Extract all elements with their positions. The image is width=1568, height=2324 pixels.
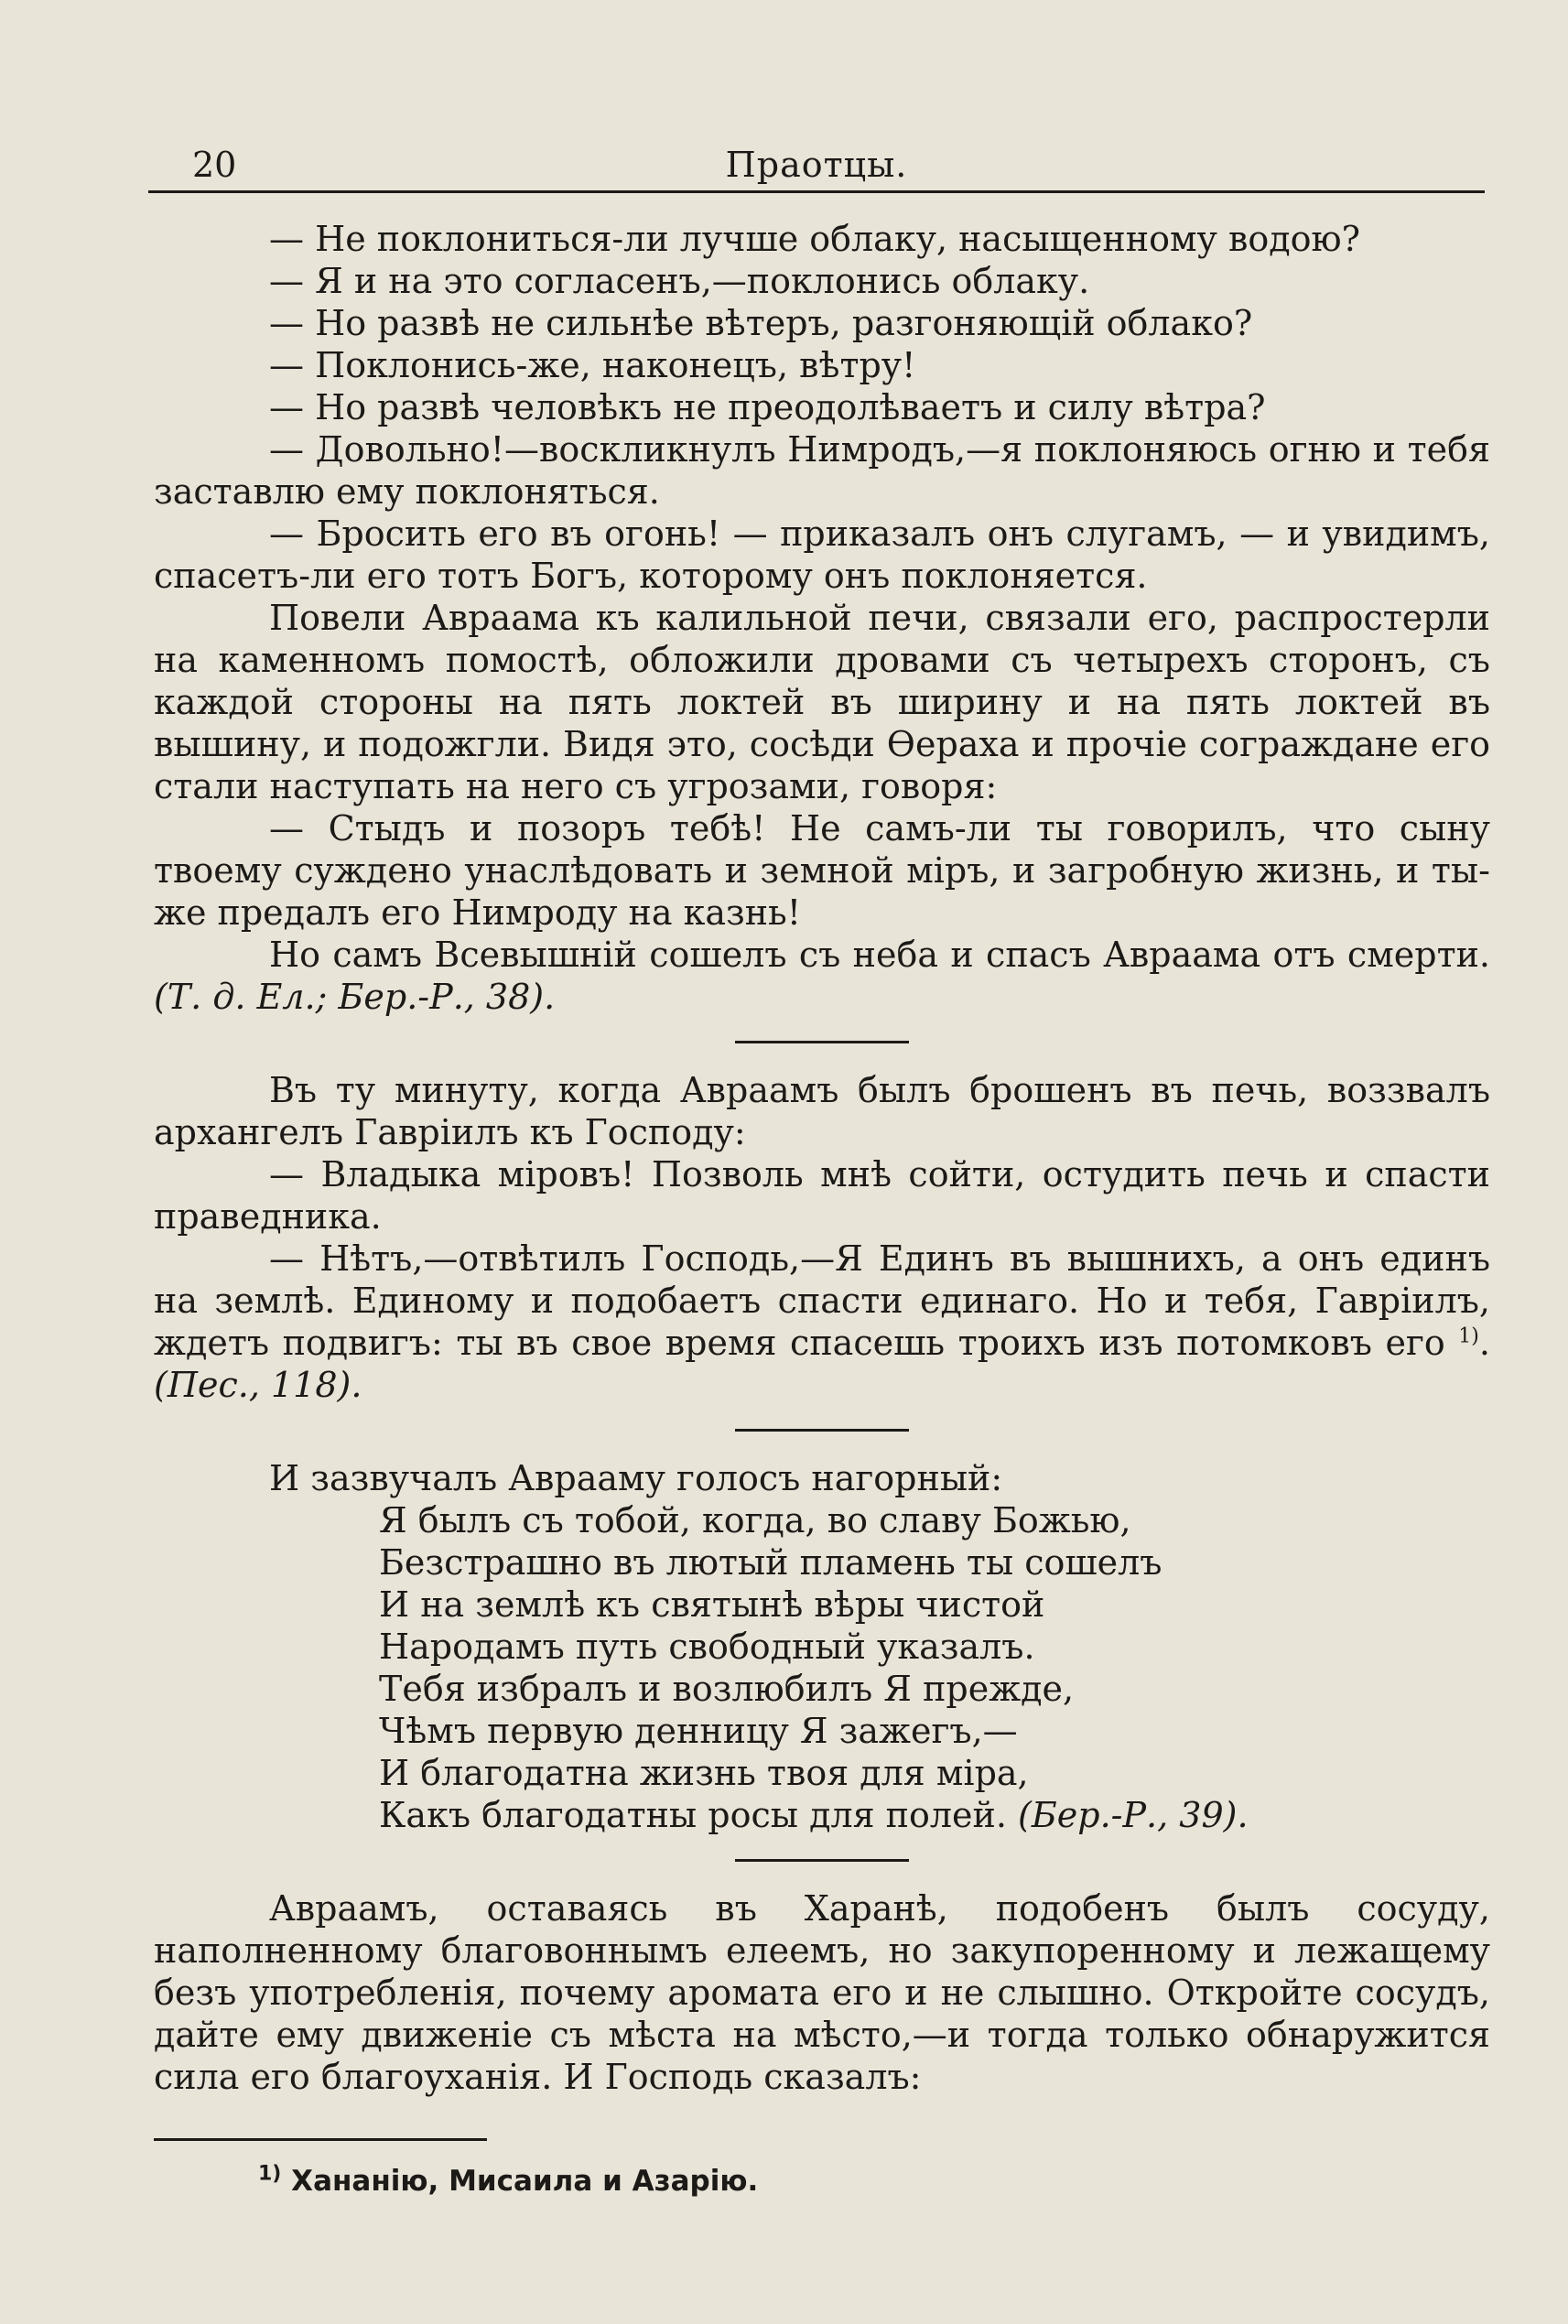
verse-line: Чѣмъ первую денницу Я зажегъ,— bbox=[379, 1711, 1018, 1751]
dialogue-line: — Но развѣ человѣкъ не преодолѣваетъ и силу вѣтра? bbox=[269, 387, 1266, 427]
dialogue-line: — Довольно!—воскликнулъ Нимродъ,—я поклоняюсь огню и тебя заставлю ему поклоняться. bbox=[154, 429, 1490, 512]
footnote-text: Хананію, Мисаила и Азарію. bbox=[291, 2165, 759, 2198]
dialogue-line: — Я и на это согласенъ,—поклонись облаку. bbox=[269, 261, 1090, 301]
dialogue-line: — Но развѣ не сильнѣе вѣтеръ, разгоняющій облако? bbox=[269, 303, 1253, 343]
footnote-marker: 1) bbox=[1458, 1324, 1479, 1348]
page-header bbox=[148, 137, 1485, 192]
narrative-paragraph bbox=[154, 934, 1490, 1018]
verse-line bbox=[379, 1794, 1490, 1836]
page-number: 20 bbox=[192, 145, 237, 185]
verse-line: Тебя избралъ и возлюбилъ Я прежде, bbox=[379, 1669, 1075, 1709]
paragraph-text: Но самъ Всевышній сошелъ съ неба и спасъ Авраама отъ смерти. bbox=[269, 935, 1490, 975]
source-citation: (Т. д. Ел.; Бер.-Р., 38). bbox=[154, 977, 556, 1017]
header-rule bbox=[148, 190, 1485, 193]
footnote-rule bbox=[154, 2138, 487, 2141]
paragraph-text: — Нѣтъ,—отвѣтилъ Господь,—Я Единъ въ вышнихъ, а онъ единъ на землѣ. Единому и подобаетъ спасти единаго. Но и тебя, Гавріилъ, ждетъ подвигъ: ты въ свое время спасешь троихъ изъ потомковъ его bbox=[154, 1238, 1490, 1363]
source-citation: (Пес., 118). bbox=[154, 1365, 362, 1405]
section-separator bbox=[735, 1041, 909, 1043]
dialogue-line: — Бросить его въ огонь! — приказалъ онъ слугамъ, — и увидимъ, спасетъ-ли его тотъ Богъ, которому онъ поклоняется. bbox=[154, 513, 1490, 596]
verse-line: И на землѣ къ святынѣ вѣры чистой bbox=[379, 1584, 1045, 1625]
narrative-paragraph: Въ ту минуту, когда Авраамъ былъ брошенъ въ печь, воззвалъ архангелъ Гавріилъ къ Господу: bbox=[154, 1070, 1490, 1152]
verse-intro: И зазвучалъ Аврааму голосъ нагорный: bbox=[269, 1458, 1003, 1498]
narrative-paragraph: Авраамъ, оставаясь въ Харанѣ, подобенъ былъ сосуду, наполненному благовоннымъ елеемъ, но закупоренному и лежащему безъ употребленія, почему аромата его и не слышно. Откройте сосудъ, дайте ему движеніе съ мѣста на мѣсто,—и тогда только обнаружится сила его благоуханія. И Господь сказалъ: bbox=[154, 1888, 1490, 2097]
running-title: Праотцы. bbox=[725, 145, 908, 185]
dialogue-line: — Владыка міровъ! Позволь мнѣ сойти, остудить печь и спасти праведника. bbox=[154, 1154, 1490, 1237]
section-separator bbox=[735, 1859, 909, 1862]
verse-line: Народамъ путь свободный указалъ. bbox=[379, 1627, 1035, 1667]
footnote bbox=[258, 2162, 759, 2198]
verse-line: Безстрашно въ лютый пламень ты сошелъ bbox=[379, 1542, 1162, 1583]
dialogue-line: — Нѣтъ,—отвѣтилъ Господь,—Я Единъ въ вышнихъ, а онъ единъ на землѣ. Единому и подобаетъ спасти единаго. Но и тебя, Гавріилъ, ждетъ подвигъ: ты въ свое время спасешь троихъ изъ потомковъ его $^{1)}$. (Пес., 118). bbox=[154, 1238, 1490, 1405]
poem bbox=[154, 1499, 1490, 1836]
verse-line: Я былъ съ тобой, когда, во славу Божью, bbox=[379, 1500, 1131, 1540]
footnote-marker: 1) bbox=[258, 2162, 282, 2186]
verse-text: Какъ благодатны росы для полей. bbox=[379, 1795, 1007, 1835]
narrative-paragraph: Повели Авраама къ калильной печи, связали его, распростерли на каменномъ помостѣ, обложили дровами съ четырехъ сторонъ, съ каждой стороны на пять локтей въ ширину и на пять локтей въ вышину, и подожгли. Видя это, сосѣди Ѳераха и прочіе сограждане его стали наступать на него съ угрозами, говоря: bbox=[154, 598, 1490, 806]
page-body bbox=[154, 218, 1490, 2098]
verse-line: И благодатна жизнь твоя для міра, bbox=[379, 1753, 1029, 1793]
dialogue-line: — Стыдъ и позоръ тебѣ! Не самъ-ли ты говорилъ, что сыну твоему суждено унаслѣдовать и земной міръ, и загробную жизнь, и ты-же предалъ его Нимроду на казнь! bbox=[154, 808, 1490, 933]
section-separator bbox=[735, 1429, 909, 1432]
source-citation: (Бер.-Р., 39). bbox=[1018, 1795, 1249, 1835]
dialogue-line: — Не поклониться-ли лучше облаку, насыщенному водою? bbox=[269, 219, 1360, 259]
dialogue-line: — Поклонись-же, наконецъ, вѣтру! bbox=[269, 345, 916, 385]
